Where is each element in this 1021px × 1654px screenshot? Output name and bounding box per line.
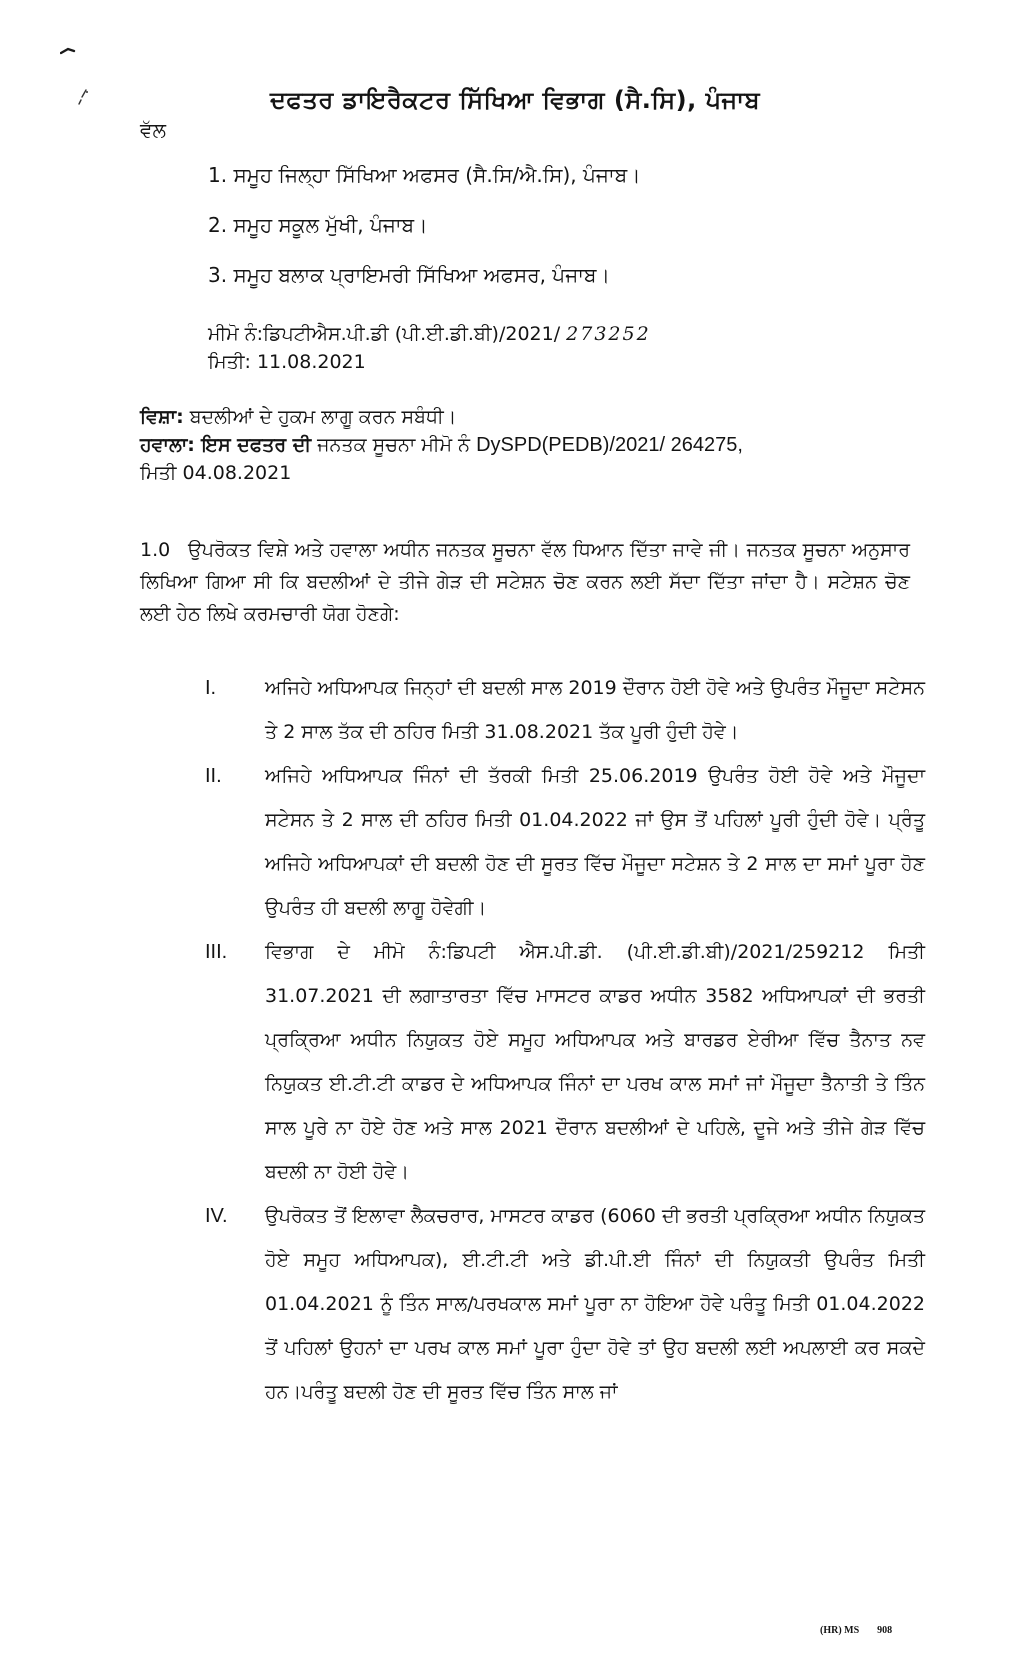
addressee-item: 2. ਸਮੂਹ ਸਕੂਲ ਮੁੱਖੀ, ਪੰਜਾਬ। — [208, 213, 428, 237]
list-item-text: ਵਿਭਾਗ ਦੇ ਮੀਮੋ ਨੰ:ਡਿਪਟੀ ਐਸ.ਪੀ.ਡੀ. (ਪੀ.ਈ.ਡੀ.ਬੀ)/2021/259212 ਮਿਤੀ 31.07.2021 ਦੀ ਲਗਾਤਾਰਤਾ ਵਿੱਚ ਮਾਸਟਰ ਕਾਡਰ ਅਧੀਨ 3582 ਅਧਿਆਪਕਾਂ ਦੀ ਭਰਤੀ ਪ੍ਰਕ੍ਰਿਆ ਅਧੀਨ ਨਿਯੁਕਤ ਹੋਏ ਸਮੂਹ ਅਧਿਆਪਕ ਅਤੇ ਬਾਰਡਰ ਏਰੀਆ ਵਿੱਚ ਤੈਨਾਤ ਨਵ ਨਿਯੁਕਤ ਈ.ਟੀ.ਟੀ ਕਾਡਰ ਦੇ ਅਧਿਆਪਕ ਜਿੰਨਾਂ ਦਾ ਪਰਖ ਕਾਲ ਸਮਾਂ ਜਾਂ ਮੌਜੂਦਾ ਤੈਨਾਤੀ ਤੇ ਤਿੰਨ ਸਾਲ ਪੂਰੇ ਨਾ ਹੋਏ ਹੋਣ ਅਤੇ ਸਾਲ 2021 ਦੌਰਾਨ ਬਦਲੀਆਂ ਦੇ ਪਹਿਲੇ, ਦੂਜੇ ਅਤੇ ਤੀਜੇ ਗੇੜ ਵਿੱਚ ਬਦਲੀ ਨਾ ਹੋਈ ਹੋਵੇ। — [265, 941, 925, 1183]
page-footer — [820, 1625, 892, 1636]
memo-number-prefix: ਮੀਮੋ ਨੰ:ਡਿਪਟੀਐਸ.ਪੀ.ਡੀ (ਪੀ.ਈ.ਡੀ.ਬੀ)/2021/ — [208, 323, 567, 345]
paragraph-text: ਉਪਰੋਕਤ ਵਿਸ਼ੇ ਅਤੇ ਹਵਾਲਾ ਅਧੀਨ ਜਨਤਕ ਸੂਚਨਾ ਵੱਲ ਧਿਆਨ ਦਿੱਤਾ ਜਾਵੇ ਜੀ। ਜਨਤਕ ਸੂਚਨਾ ਅਨੁਸਾਰ ਲਿਖਿਆ ਗਿਆ ਸੀ ਕਿ ਬਦਲੀਆਂ ਦੇ ਤੀਜੇ ਗੇੜ ਦੀ ਸਟੇਸ਼ਨ ਚੋਣ ਕਰਨ ਲਈ ਸੱਦਾ ਦਿੱਤਾ ਜਾਂਦਾ ਹੈ। ਸਟੇਸ਼ਨ ਚੋਣ ਲਈ ਹੇਠ ਲਿਖੇ ਕਰਮਚਾਰੀ ਯੋਗ ਹੋਣਗੇ: — [140, 539, 910, 625]
list-item — [205, 1194, 925, 1414]
scan-mark-top-left — [60, 46, 76, 56]
list-item-text: ਉਪਰੋਕਤ ਤੋਂ ਇਲਾਵਾ ਲੈਕਚਰਾਰ, ਮਾਸਟਰ ਕਾਡਰ (6060 ਦੀ ਭਰਤੀ ਪ੍ਰਕ੍ਰਿਆ ਅਧੀਨ ਨਿਯੁਕਤ ਹੋਏ ਸਮੂਹ ਅਧਿਆਪਕ), ਈ.ਟੀ.ਟੀ ਅਤੇ ਡੀ.ਪੀ.ਈ ਜਿੰਨਾਂ ਦੀ ਨਿਯੁਕਤੀ ਉਪਰੰਤ ਮਿਤੀ 01.04.2021 ਨੂੰ ਤਿੰਨ ਸਾਲ/ਪਰਖਕਾਲ ਸਮਾਂ ਪੂਰਾ ਨਾ ਹੋਇਆ ਹੋਵੇ ਪਰੰਤੂ ਮਿਤੀ 01.04.2022 ਤੋਂ ਪਹਿਲਾਂ ਉਹਨਾਂ ਦਾ ਪਰਖ ਕਾਲ ਸਮਾਂ ਪੂਰਾ ਹੁੰਦਾ ਹੋਵੇ ਤਾਂ ਉਹ ਬਦਲੀ ਲਈ ਅਪਲਾਈ ਕਰ ਸਕਦੇ ਹਨ।ਪਰੰਤੂ ਬਦਲੀ ਹੋਣ ਦੀ ਸੂਰਤ ਵਿੱਚ ਤਿੰਨ ਸਾਲ ਜਾਂ — [265, 1205, 925, 1403]
addressee-item: 1. ਸਮੂਹ ਜਿਲ੍ਹਾ ਸਿੱਖਿਆ ਅਫਸਰ (ਸੈ.ਸਿ/ਐ.ਸਿ), ਪੰਜਾਬ। — [208, 163, 641, 187]
addressee-item: 3. ਸਮੂਹ ਬਲਾਕ ਪ੍ਰਾਇਮਰੀ ਸਿੱਖਿਆ ਅਫਸਰ, ਪੰਜਾਬ। — [208, 263, 610, 287]
list-item — [205, 666, 925, 754]
list-item-number: I. — [205, 677, 217, 699]
paragraph-1 — [140, 534, 910, 630]
list-item-text: ਅਜਿਹੇ ਅਧਿਆਪਕ ਜਿੰਨਾਂ ਦੀ ਤੱਰਕੀ ਮਿਤੀ 25.06.2019 ਉਪਰੰਤ ਹੋਈ ਹੋਵੇ ਅਤੇ ਮੌਜੂਦਾ ਸਟੇਸਨ ਤੇ 2 ਸਾਲ ਦੀ ਠਹਿਰ ਮਿਤੀ 01.04.2022 ਜਾਂ ਉਸ ਤੋਂ ਪਹਿਲਾਂ ਪੂਰੀ ਹੁੰਦੀ ਹੋਵੇ। ਪ੍ਰੰਤੂ ਅਜਿਹੇ ਅਧਿਆਪਕਾਂ ਦੀ ਬਦਲੀ ਹੋਣ ਦੀ ਸੂਰਤ ਵਿੱਚ ਮੌਜੂਦਾ ਸਟੇਸ਼ਨ ਤੇ 2 ਸਾਲ ਦਾ ਸਮਾਂ ਪੂਰਾ ਹੋਣ ਉਪਰੰਤ ਹੀ ਬਦਲੀ ਲਾਗੂ ਹੋਵੇਗੀ। — [265, 765, 925, 919]
addressee-list — [208, 150, 928, 300]
list-item — [205, 754, 925, 930]
reference-label: ਹਵਾਲਾ: ਇਸ ਦਫਤਰ ਦੀ — [140, 434, 312, 456]
footer-code: (HR) MS — [820, 1625, 860, 1636]
memo-number-handwritten: 273252 — [566, 323, 651, 345]
reference-line — [140, 431, 920, 459]
subject-text: ਬਦਲੀਆਂ ਦੇ ਹੁਕਮ ਲਾਗੂ ਕਰਨ ਸਬੰਧੀ। — [183, 406, 457, 428]
subject-reference-block — [140, 403, 920, 487]
paragraph-number: 1.0 — [140, 539, 171, 561]
subject-line — [140, 403, 920, 431]
to-label: ਵੱਲ — [140, 118, 167, 142]
list-item-number: II. — [205, 765, 222, 787]
list-item-text: ਅਜਿਹੇ ਅਧਿਆਪਕ ਜਿਨ੍ਹਾਂ ਦੀ ਬਦਲੀ ਸਾਲ 2019 ਦੌਰਾਨ ਹੋਈ ਹੋਵੇ ਅਤੇ ਉਪਰੰਤ ਮੌਜੂਦਾ ਸਟੇਸਨ ਤੇ 2 ਸਾਲ ਤੱਕ ਦੀ ਠਹਿਰ ਮਿਤੀ 31.08.2021 ਤੱਕ ਪੂਰੀ ਹੁੰਦੀ ਹੋਵੇ। — [265, 677, 925, 743]
memo-number-line — [208, 320, 651, 348]
list-item-number: IV. — [205, 1205, 228, 1227]
office-header: ਦਫਤਰ ਡਾਇਰੈਕਟਰ ਸਿੱਖਿਆ ਵਿਭਾਗ (ਸੈ.ਸਿ), ਪੰਜਾਬ — [270, 86, 761, 114]
reference-memo-number: DySPD(PEDB)/2021/ 264275, — [476, 434, 743, 456]
scan-mark-left — [76, 88, 90, 106]
subject-label: ਵਿਸ਼ਾ: — [140, 406, 184, 428]
memo-block — [208, 320, 651, 376]
page-number: 908 — [877, 1625, 893, 1636]
reference-date: ਮਿਤੀ 04.08.2021 — [140, 462, 292, 484]
list-item — [205, 930, 925, 1194]
list-item-number: III. — [205, 941, 228, 963]
memo-date: ਮਿਤੀ: 11.08.2021 — [208, 351, 366, 373]
reference-text: ਜਨਤਕ ਸੂਚਨਾ ਮੀਮੋ ਨੰ — [311, 434, 477, 456]
eligibility-list — [205, 666, 925, 1414]
